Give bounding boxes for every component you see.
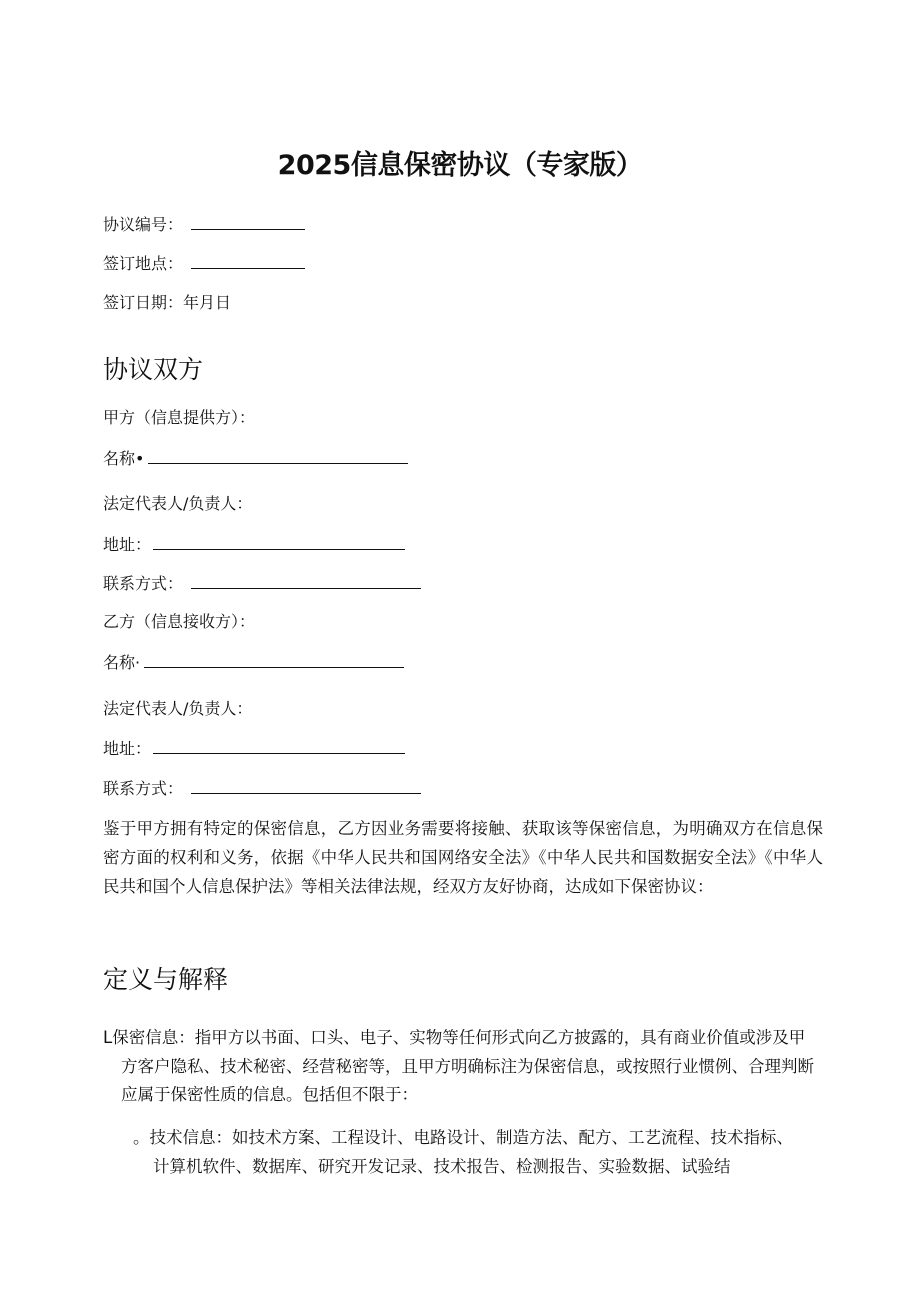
parties-heading: 协议双方 bbox=[103, 355, 204, 384]
sign-date-line: 签订日期：年月日 bbox=[103, 293, 232, 312]
party-a-name-line bbox=[103, 447, 408, 470]
party-b-header: 乙方（信息接收方）： bbox=[103, 612, 256, 631]
party-a-address-line bbox=[103, 533, 405, 556]
party-a-address-blank bbox=[153, 533, 405, 550]
preamble-paragraph: 鉴于甲方拥有特定的保密信息，乙方因业务需要将接触、获取该等保密信息，为明确双方在信息保密方面的权利和义务，依据《中华人民共和国网络安全法》《中华人民共和国数据安全法》《中华人民共和国个人信息保护法》等相关法律法规，经双方友好协商，达成如下保密协议： bbox=[103, 819, 823, 896]
party-a-name-label: 名称• bbox=[103, 449, 145, 468]
party-a-header: 甲方（信息提供方）： bbox=[103, 408, 256, 427]
party-b-name-blank bbox=[144, 651, 404, 668]
party-b-contact-label: 联系方式： bbox=[103, 779, 184, 798]
party-a-contact-label: 联系方式： bbox=[103, 574, 184, 593]
definitions-heading: 定义与解释 bbox=[103, 965, 229, 994]
party-b-name-label: 名称· bbox=[103, 653, 141, 672]
document-title: 2025信息保密协议（专家版） bbox=[277, 150, 643, 181]
party-a-name-blank bbox=[148, 447, 408, 464]
agreement-no-line bbox=[103, 213, 305, 236]
agreement-no-blank bbox=[191, 213, 305, 230]
party-b-name-line bbox=[103, 651, 404, 674]
party-b-rep-line: 法定代表人/负责人： bbox=[103, 699, 253, 718]
agreement-no-label: 协议编号： bbox=[103, 215, 184, 234]
sign-place-blank bbox=[191, 252, 305, 269]
party-b-address-label: 地址： bbox=[103, 739, 152, 758]
definition-item-confidential-info: L保密信息：指甲方以书面、口头、电子、实物等任何形式向乙方披露的，具有商业价值或涉及甲方客户隐私、技术秘密、经营秘密等，且甲方明确标注为保密信息，或按照行业惯例、合理判断应属于保密性质的信息。包括但不限于： bbox=[103, 1028, 814, 1104]
party-b-contact-blank bbox=[191, 777, 421, 794]
sign-place-label: 签订地点： bbox=[103, 254, 184, 273]
party-a-contact-line bbox=[103, 572, 421, 595]
party-b-address-blank bbox=[153, 737, 405, 754]
definition-subitem-technical-info: 。技术信息：如技术方案、工程设计、电路设计、制造方法、配方、工艺流程、技术指标、计算机软件、数据库、研究开发记录、技术报告、检测报告、实验数据、试验结 bbox=[133, 1128, 793, 1176]
party-a-contact-blank bbox=[191, 572, 421, 589]
sign-place-line bbox=[103, 252, 305, 275]
party-a-address-label: 地址： bbox=[103, 535, 152, 554]
party-b-contact-line bbox=[103, 777, 421, 800]
party-b-address-line bbox=[103, 737, 405, 760]
party-a-rep-line: 法定代表人/负责人： bbox=[103, 494, 253, 513]
